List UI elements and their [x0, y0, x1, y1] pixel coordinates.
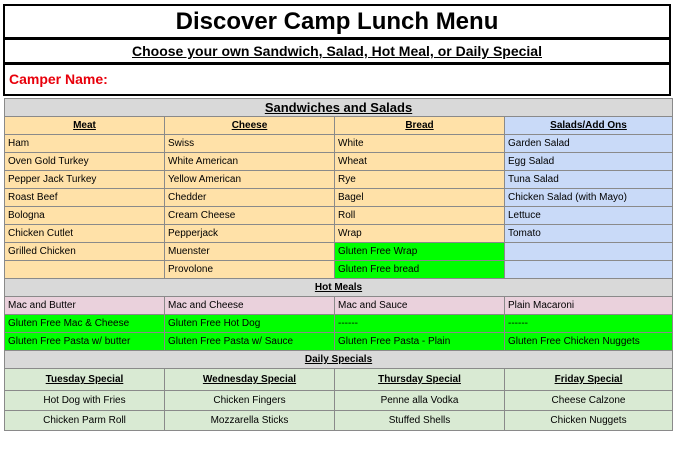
special-row [5, 391, 673, 411]
hot-meal-cell: Gluten Free Chicken Nuggets [505, 333, 673, 351]
salad-cell [505, 243, 673, 261]
column-header-thursday: Thursday Special [335, 369, 505, 391]
meat-cell: Pepper Jack Turkey [5, 171, 165, 189]
gluten-free-bread-cell: Gluten Free bread [335, 261, 505, 279]
meat-cell: Ham [5, 135, 165, 153]
cheese-cell: Yellow American [165, 171, 335, 189]
special-cell: Mozzarella Sticks [165, 411, 335, 431]
bread-cell: White [335, 135, 505, 153]
cheese-cell: Pepperjack [165, 225, 335, 243]
sandwich-row [5, 225, 673, 243]
salad-cell [505, 261, 673, 279]
cheese-cell: Cream Cheese [165, 207, 335, 225]
hot-meal-cell: Gluten Free Mac & Cheese [5, 315, 165, 333]
hot-meal-cell: Mac and Sauce [335, 297, 505, 315]
column-header-friday: Friday Special [505, 369, 673, 391]
salad-cell: Garden Salad [505, 135, 673, 153]
bread-cell: Rye [335, 171, 505, 189]
hot-meal-cell: ------ [335, 315, 505, 333]
column-header-meat: Meat [5, 117, 165, 135]
hot-meal-cell: ------ [505, 315, 673, 333]
salad-cell: Tuna Salad [505, 171, 673, 189]
menu-table [4, 98, 673, 431]
column-header-bread: Bread [335, 117, 505, 135]
cheese-cell: Swiss [165, 135, 335, 153]
page-subtitle: Choose your own Sandwich, Salad, Hot Meal, or Daily Special [3, 38, 671, 64]
special-cell: Chicken Nuggets [505, 411, 673, 431]
column-header-salads: Salads/Add Ons [505, 117, 673, 135]
special-cell: Cheese Calzone [505, 391, 673, 411]
bread-cell: Roll [335, 207, 505, 225]
hot-meal-row [5, 297, 673, 315]
special-cell: Hot Dog with Fries [5, 391, 165, 411]
meat-cell [5, 261, 165, 279]
special-row [5, 411, 673, 431]
page-title: Discover Camp Lunch Menu [3, 4, 671, 39]
hot-meal-cell: Mac and Cheese [165, 297, 335, 315]
meat-cell: Roast Beef [5, 189, 165, 207]
bread-cell: Wheat [335, 153, 505, 171]
sandwich-row [5, 135, 673, 153]
column-header-wednesday: Wednesday Special [165, 369, 335, 391]
sandwich-row [5, 207, 673, 225]
sandwich-row [5, 261, 673, 279]
meat-cell: Grilled Chicken [5, 243, 165, 261]
sandwich-row [5, 153, 673, 171]
cheese-cell: Chedder [165, 189, 335, 207]
hot-meal-cell: Plain Macaroni [505, 297, 673, 315]
camper-name-label: Camper Name: [9, 71, 108, 87]
sandwich-row [5, 243, 673, 261]
salad-cell: Tomato [505, 225, 673, 243]
meat-cell: Bologna [5, 207, 165, 225]
salad-cell: Chicken Salad (with Mayo) [505, 189, 673, 207]
cheese-cell: Muenster [165, 243, 335, 261]
sandwich-row [5, 171, 673, 189]
column-header-cheese: Cheese [165, 117, 335, 135]
special-cell: Chicken Parm Roll [5, 411, 165, 431]
hot-meal-row [5, 315, 673, 333]
column-header-tuesday: Tuesday Special [5, 369, 165, 391]
hot-meal-cell: Gluten Free Pasta w/ butter [5, 333, 165, 351]
meat-cell: Chicken Cutlet [5, 225, 165, 243]
salad-cell: Egg Salad [505, 153, 673, 171]
cheese-cell: Provolone [165, 261, 335, 279]
section-sandwiches-salads: Sandwiches and Salads [5, 99, 673, 117]
special-cell: Chicken Fingers [165, 391, 335, 411]
special-cell: Penne alla Vodka [335, 391, 505, 411]
salad-cell: Lettuce [505, 207, 673, 225]
camper-name-field[interactable] [3, 63, 671, 96]
cheese-cell: White American [165, 153, 335, 171]
meat-cell: Oven Gold Turkey [5, 153, 165, 171]
hot-meal-cell: Mac and Butter [5, 297, 165, 315]
hot-meal-cell: Gluten Free Pasta - Plain [335, 333, 505, 351]
section-daily-specials: Daily Specials [5, 351, 673, 369]
sandwich-row [5, 189, 673, 207]
bread-cell: Bagel [335, 189, 505, 207]
gluten-free-bread-cell: Gluten Free Wrap [335, 243, 505, 261]
hot-meal-row [5, 333, 673, 351]
hot-meal-cell: Gluten Free Hot Dog [165, 315, 335, 333]
bread-cell: Wrap [335, 225, 505, 243]
special-cell: Stuffed Shells [335, 411, 505, 431]
hot-meal-cell: Gluten Free Pasta w/ Sauce [165, 333, 335, 351]
section-hot-meals: Hot Meals [5, 279, 673, 297]
